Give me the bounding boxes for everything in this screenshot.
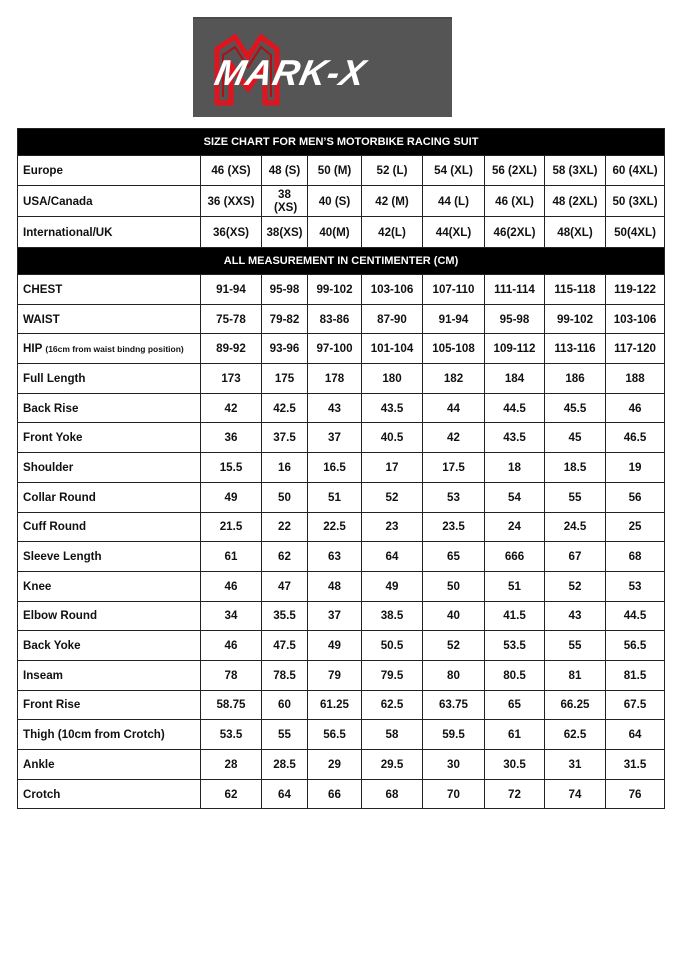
table-cell: 46 (XS) <box>201 156 262 186</box>
table-cell: 22.5 <box>308 512 362 542</box>
table-cell: 42 (M) <box>362 186 423 217</box>
row-label <box>18 690 201 720</box>
table-cell: 30.5 <box>485 750 545 780</box>
row-label <box>18 156 201 186</box>
table-cell: 42(L) <box>362 217 423 248</box>
table-cell: 68 <box>362 779 423 809</box>
measurement-row <box>18 334 665 364</box>
row-label <box>18 720 201 750</box>
table-cell: 115-118 <box>545 275 606 305</box>
measurement-row <box>18 779 665 809</box>
table-cell: 36(XS) <box>201 217 262 248</box>
measurement-row <box>18 453 665 483</box>
measurement-row <box>18 423 665 453</box>
table-cell: 49 <box>362 571 423 601</box>
table-cell: 22 <box>262 512 308 542</box>
table-cell: 50.5 <box>362 631 423 661</box>
table-cell: 83-86 <box>308 304 362 334</box>
table-cell: 62.5 <box>362 690 423 720</box>
table-cell: 17.5 <box>423 453 485 483</box>
table-cell: 18 <box>485 453 545 483</box>
row-label <box>18 304 201 334</box>
measurement-row <box>18 393 665 423</box>
table-cell: 35.5 <box>262 601 308 631</box>
table-cell: 89-92 <box>201 334 262 364</box>
table-cell: 37 <box>308 423 362 453</box>
table-cell: 25 <box>606 512 665 542</box>
table-cell: 37 <box>308 601 362 631</box>
table-cell: 55 <box>545 631 606 661</box>
table-cell: 58 <box>362 720 423 750</box>
table-cell: 43.5 <box>485 423 545 453</box>
table-cell: 87-90 <box>362 304 423 334</box>
table-cell: 16 <box>262 453 308 483</box>
table-cell: 42.5 <box>262 393 308 423</box>
table-cell: 666 <box>485 542 545 572</box>
table-cell: 65 <box>423 542 485 572</box>
table-cell: 72 <box>485 779 545 809</box>
table-cell: 31.5 <box>606 750 665 780</box>
table-cell: 64 <box>362 542 423 572</box>
table-cell: 95-98 <box>485 304 545 334</box>
table-cell: 46.5 <box>606 423 665 453</box>
table-cell: 52 <box>423 631 485 661</box>
table-cell: 53 <box>423 482 485 512</box>
table-cell: 46(2XL) <box>485 217 545 248</box>
table-cell: 43 <box>545 601 606 631</box>
size-chart-table <box>17 128 665 809</box>
table-cell: 53.5 <box>201 720 262 750</box>
measurement-heading: ALL MEASUREMENT IN CENTIMENTER (CM) <box>18 248 665 275</box>
table-cell: 67 <box>545 542 606 572</box>
row-label-text: Thigh (10cm from Crotch) <box>23 728 165 742</box>
row-label <box>18 423 201 453</box>
table-cell: 45 <box>545 423 606 453</box>
row-label <box>18 601 201 631</box>
table-cell: 52 (L) <box>362 156 423 186</box>
measurement-row <box>18 571 665 601</box>
table-cell: 23.5 <box>423 512 485 542</box>
table-cell: 113-116 <box>545 334 606 364</box>
table-cell: 46 (XL) <box>485 186 545 217</box>
table-cell: 50 <box>423 571 485 601</box>
table-cell: 62 <box>201 779 262 809</box>
table-cell: 46 <box>606 393 665 423</box>
table-cell: 40 <box>423 601 485 631</box>
table-cell: 60 <box>262 690 308 720</box>
row-label-text: Sleeve Length <box>23 550 102 564</box>
row-label <box>18 542 201 572</box>
table-cell: 66 <box>308 779 362 809</box>
table-cell: 78.5 <box>262 660 308 690</box>
table-cell: 46 <box>201 571 262 601</box>
table-cell: 38.5 <box>362 601 423 631</box>
table-cell: 42 <box>201 393 262 423</box>
table-cell: 54 (XL) <box>423 156 485 186</box>
table-cell: 65 <box>485 690 545 720</box>
table-cell: 119-122 <box>606 275 665 305</box>
table-cell: 53.5 <box>485 631 545 661</box>
table-cell: 62.5 <box>545 720 606 750</box>
table-cell: 103-106 <box>606 304 665 334</box>
table-cell: 99-102 <box>308 275 362 305</box>
table-cell: 76 <box>606 779 665 809</box>
row-label <box>18 334 201 364</box>
table-cell: 47.5 <box>262 631 308 661</box>
table-cell: 64 <box>606 720 665 750</box>
table-cell: 79-82 <box>262 304 308 334</box>
brand-logo <box>193 17 452 117</box>
row-label-text: CHEST <box>23 282 63 296</box>
row-label-text: Full Length <box>23 371 86 385</box>
table-cell: 50 (M) <box>308 156 362 186</box>
row-label <box>18 482 201 512</box>
row-label <box>18 217 201 248</box>
row-label-text: Shoulder <box>23 460 74 474</box>
table-cell: 44(XL) <box>423 217 485 248</box>
measurement-row <box>18 304 665 334</box>
table-cell: 95-98 <box>262 275 308 305</box>
row-label-text: Back Yoke <box>23 639 81 653</box>
row-label <box>18 393 201 423</box>
table-cell: 61.25 <box>308 690 362 720</box>
row-label-text: Cuff Round <box>23 520 87 534</box>
table-cell: 18.5 <box>545 453 606 483</box>
table-cell: 63 <box>308 542 362 572</box>
table-cell: 184 <box>485 364 545 394</box>
table-cell: 74 <box>545 779 606 809</box>
row-label-text: HIP <box>23 341 43 355</box>
measurement-heading-row <box>18 248 665 275</box>
table-cell: 31 <box>545 750 606 780</box>
table-cell: 91-94 <box>423 304 485 334</box>
table-cell: 28 <box>201 750 262 780</box>
table-cell: 51 <box>308 482 362 512</box>
table-cell: 46 <box>201 631 262 661</box>
table-cell: 178 <box>308 364 362 394</box>
measurement-row <box>18 542 665 572</box>
table-cell: 61 <box>485 720 545 750</box>
table-cell: 101-104 <box>362 334 423 364</box>
table-cell: 79 <box>308 660 362 690</box>
chart-title: SIZE CHART FOR MEN’S MOTORBIKE RACING SUIT <box>18 129 665 156</box>
table-cell: 75-78 <box>201 304 262 334</box>
table-cell: 56.5 <box>308 720 362 750</box>
measurement-row <box>18 512 665 542</box>
row-label-text: USA/Canada <box>23 194 93 208</box>
table-cell: 52 <box>362 482 423 512</box>
table-cell: 103-106 <box>362 275 423 305</box>
table-cell: 49 <box>201 482 262 512</box>
table-cell: 63.75 <box>423 690 485 720</box>
chart-title-row <box>18 129 665 156</box>
row-label <box>18 779 201 809</box>
table-cell: 43 <box>308 393 362 423</box>
table-cell: 56 (2XL) <box>485 156 545 186</box>
table-cell: 44 (L) <box>423 186 485 217</box>
table-cell: 54 <box>485 482 545 512</box>
table-cell: 62 <box>262 542 308 572</box>
row-label-text: Crotch <box>23 787 61 801</box>
table-cell: 81.5 <box>606 660 665 690</box>
row-label-text: Inseam <box>23 668 63 682</box>
table-cell: 52 <box>545 571 606 601</box>
table-cell: 60 (4XL) <box>606 156 665 186</box>
table-cell: 107-110 <box>423 275 485 305</box>
row-label <box>18 660 201 690</box>
table-cell: 48 (2XL) <box>545 186 606 217</box>
row-label <box>18 364 201 394</box>
row-label-note: (16cm from waist bindng position) <box>45 343 184 354</box>
table-cell: 58.75 <box>201 690 262 720</box>
table-cell: 23 <box>362 512 423 542</box>
table-cell: 80 <box>423 660 485 690</box>
row-label-text: Europe <box>23 164 63 177</box>
table-cell: 81 <box>545 660 606 690</box>
table-cell: 48 <box>308 571 362 601</box>
table-cell: 99-102 <box>545 304 606 334</box>
table-cell: 61 <box>201 542 262 572</box>
table-cell: 21.5 <box>201 512 262 542</box>
table-cell: 182 <box>423 364 485 394</box>
table-cell: 97-100 <box>308 334 362 364</box>
table-cell: 34 <box>201 601 262 631</box>
table-cell: 64 <box>262 779 308 809</box>
table-cell: 19 <box>606 453 665 483</box>
row-label <box>18 512 201 542</box>
table-cell: 15.5 <box>201 453 262 483</box>
table-cell: 36 (XXS) <box>201 186 262 217</box>
table-cell: 28.5 <box>262 750 308 780</box>
table-cell: 66.25 <box>545 690 606 720</box>
table-cell: 68 <box>606 542 665 572</box>
row-label-text: Knee <box>23 579 52 593</box>
size-row <box>18 217 665 248</box>
table-cell: 24 <box>485 512 545 542</box>
row-label <box>18 453 201 483</box>
table-cell: 50(4XL) <box>606 217 665 248</box>
measurement-row <box>18 482 665 512</box>
size-row <box>18 186 665 217</box>
table-cell: 80.5 <box>485 660 545 690</box>
table-cell: 79.5 <box>362 660 423 690</box>
table-cell: 43.5 <box>362 393 423 423</box>
table-cell: 58 (3XL) <box>545 156 606 186</box>
table-cell: 67.5 <box>606 690 665 720</box>
logo-wordmark: MARK-X <box>211 52 370 93</box>
table-cell: 105-108 <box>423 334 485 364</box>
row-label-text: WAIST <box>23 312 60 326</box>
table-cell: 55 <box>545 482 606 512</box>
table-cell: 51 <box>485 571 545 601</box>
row-label-text: Collar Round <box>23 490 96 504</box>
measurement-row <box>18 275 665 305</box>
mark-x-logo-icon <box>193 19 452 117</box>
row-label <box>18 275 201 305</box>
table-cell: 56.5 <box>606 631 665 661</box>
table-cell: 41.5 <box>485 601 545 631</box>
row-label <box>18 631 201 661</box>
table-cell: 16.5 <box>308 453 362 483</box>
table-cell: 37.5 <box>262 423 308 453</box>
table-cell: 53 <box>606 571 665 601</box>
table-cell: 48 (S) <box>262 156 308 186</box>
table-cell: 186 <box>545 364 606 394</box>
table-cell: 70 <box>423 779 485 809</box>
table-cell: 109-112 <box>485 334 545 364</box>
table-cell: 44.5 <box>606 601 665 631</box>
table-cell: 44.5 <box>485 393 545 423</box>
table-cell: 173 <box>201 364 262 394</box>
table-cell: 188 <box>606 364 665 394</box>
table-cell: 49 <box>308 631 362 661</box>
table-cell: 45.5 <box>545 393 606 423</box>
table-cell: 175 <box>262 364 308 394</box>
row-label-text: Front Yoke <box>23 431 83 445</box>
measurement-row <box>18 631 665 661</box>
row-label-text: Back Rise <box>23 401 79 415</box>
table-cell: 29.5 <box>362 750 423 780</box>
table-cell: 40.5 <box>362 423 423 453</box>
table-cell: 180 <box>362 364 423 394</box>
table-cell: 55 <box>262 720 308 750</box>
table-cell: 38 (XS) <box>262 186 308 217</box>
measurement-row <box>18 690 665 720</box>
table-cell: 59.5 <box>423 720 485 750</box>
row-label <box>18 750 201 780</box>
table-cell: 50 (3XL) <box>606 186 665 217</box>
table-cell: 50 <box>262 482 308 512</box>
table-cell: 30 <box>423 750 485 780</box>
measurement-row <box>18 750 665 780</box>
table-cell: 29 <box>308 750 362 780</box>
row-label-text: Front Rise <box>23 698 81 712</box>
measurement-row <box>18 660 665 690</box>
table-cell: 24.5 <box>545 512 606 542</box>
table-cell: 117-120 <box>606 334 665 364</box>
row-label <box>18 186 201 217</box>
table-cell: 40 (S) <box>308 186 362 217</box>
table-cell: 111-114 <box>485 275 545 305</box>
table-cell: 44 <box>423 393 485 423</box>
row-label-text: International/UK <box>23 225 113 239</box>
row-label-text: Elbow Round <box>23 609 98 623</box>
table-cell: 40(M) <box>308 217 362 248</box>
size-row <box>18 156 665 186</box>
row-label <box>18 571 201 601</box>
table-cell: 47 <box>262 571 308 601</box>
table-cell: 78 <box>201 660 262 690</box>
table-cell: 36 <box>201 423 262 453</box>
measurement-row <box>18 364 665 394</box>
row-label-text: Ankle <box>23 757 55 771</box>
table-cell: 56 <box>606 482 665 512</box>
table-cell: 42 <box>423 423 485 453</box>
table-cell: 48(XL) <box>545 217 606 248</box>
table-cell: 91-94 <box>201 275 262 305</box>
table-cell: 17 <box>362 453 423 483</box>
measurement-row <box>18 720 665 750</box>
table-cell: 38(XS) <box>262 217 308 248</box>
table-cell: 93-96 <box>262 334 308 364</box>
measurement-row <box>18 601 665 631</box>
